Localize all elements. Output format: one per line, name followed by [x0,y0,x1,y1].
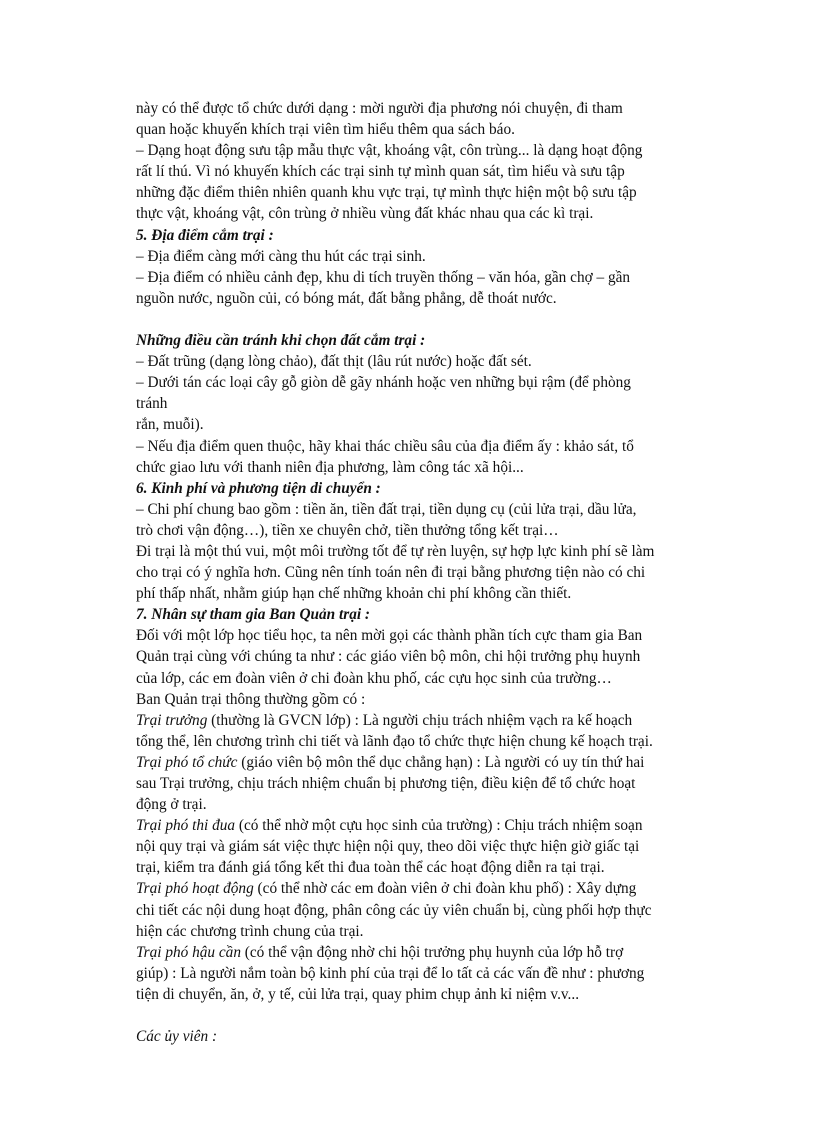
blank-line [136,309,696,330]
text-line: rắn, muỗi). [136,416,204,434]
blank-line [136,1005,696,1026]
role-entry-thi-dua [136,815,696,836]
text-line: sau Trại trưởng, chịu trách nhiệm chuẩn bị phương tiện, điều kiện để tổ chức hoạt [136,775,636,792]
role-title: Trại trưởng [136,711,208,729]
text-line: – Chi phí chung bao gồm : tiền ăn, tiền đất trại, tiền dụng cụ (củi lửa trại, dầu lửa, [136,500,637,518]
text-line: cho trại có ý nghĩa hơn. Cũng nên tính toán nên đi trại bằng phương tiện nào có chi [136,564,646,582]
role-title: Trại phó hoạt động [136,880,254,898]
text-line: những đặc điểm thiên nhiên quanh khu vực trại, tự mình thực hiện một bộ sưu tập [136,184,637,202]
role-entry-truong [136,710,696,731]
role-entry-hoat-dong [136,878,696,899]
role-description: (giáo viên bộ môn thể dục chẳng hạn) : Là người có uy tín thứ hai [237,753,645,771]
text-line: của lớp, các em đoàn viên ở chi đoàn khu phố, các cựu học sinh của trường… [136,669,612,687]
text-line: động ở trại. [136,796,207,814]
text-line: nội quy trại và giám sát việc thực hiện nội quy, theo dõi việc thực hiện giờ giấc tại [136,838,640,856]
text-line: – Dưới tán các loại cây gỗ giòn dễ gãy nhánh hoặc ven những bụi rậm (để phòng [136,374,631,392]
text-line: – Dạng hoạt động sưu tập mẫu thực vật, khoáng vật, côn trùng... là dạng hoạt động [136,142,643,160]
members-label: Các ủy viên : [136,1028,218,1046]
section-heading-avoid: Những điều cần tránh khi chọn đất cắm trại : [136,332,426,350]
text-line: chức giao lưu với thanh niên địa phương, làm công tác xã hội... [136,458,524,476]
text-line: giúp) : Là người nắm toàn bộ kinh phí của trại để lo tất cả các vấn đề như : phương [136,964,645,982]
text-line: Đối với một lớp học tiểu học, ta nên mời gọi các thành phần tích cực tham gia Ban [136,627,643,645]
role-description: (có thể nhờ các em đoàn viên ở chi đoàn khu phố) : Xây dựng [253,880,637,898]
text-line: phí thấp nhất, nhằm giúp hạn chế những khoản chi phí không cần thiết. [136,585,572,603]
role-entry-hau-can [136,942,696,963]
text-line: chi tiết các nội dung hoạt động, phân công các ủy viên chuẩn bị, cùng phối hợp thực [136,901,652,919]
text-line: rất lí thú. Vì nó khuyến khích các trại sinh tự mình quan sát, tìm hiểu và sưu tập [136,163,625,181]
text-line: Quản trại cùng với chúng ta như : các giáo viên bộ môn, chi hội trưởng phụ huynh [136,648,641,666]
text-line: – Nếu địa điểm quen thuộc, hãy khai thác chiều sâu của địa điểm ấy : khảo sát, tổ [136,437,634,455]
text-line: Đi trại là một thú vui, một môi trường tốt để tự rèn luyện, sự hợp lực kinh phí sẽ làm [136,542,655,560]
text-line: hiện các chương trình chung của trại. [136,922,364,940]
role-title: Trại phó hậu cần [136,943,241,961]
text-line: – Địa điểm có nhiều cảnh đẹp, khu di tích truyền thống – văn hóa, gần chợ – gần [136,268,631,286]
text-line: tiện di chuyển, ăn, ở, y tế, củi lửa trại, quay phim chụp ảnh kỉ niệm v.v... [136,985,580,1003]
role-title: Trại phó tổ chức [136,753,238,771]
text-line: nguồn nước, nguồn củi, có bóng mát, đất bằng phẳng, dễ thoát nước. [136,289,557,307]
role-title: Trại phó thi đua [136,817,236,835]
text-line: – Địa điểm càng mới càng thu hút các trại sinh. [136,247,426,265]
role-description: (có thể vận động nhờ chi hội trưởng phụ huynh của lớp hỗ trợ [240,943,624,961]
text-line: này có thể được tổ chức dưới dạng : mời người địa phương nói chuyện, đi tham [136,100,623,117]
document-page [136,98,696,1047]
text-line: quan hoặc khuyến khích trại viên tìm hiểu thêm qua sách báo. [136,121,515,139]
section-heading-5: 5. Địa điểm cắm trại : [136,226,274,244]
role-description: (có thể nhờ một cựu học sinh của trường) : Chịu trách nhiệm soạn [235,817,643,835]
text-line: thực vật, khoáng vật, côn trùng ở nhiều vùng đất khác nhau qua các kì trại. [136,205,594,223]
text-line: tránh [136,395,168,413]
text-line: – Đất trũng (dạng lòng chảo), đất thịt (lâu rút nước) hoặc đất sét. [136,353,532,371]
text-line: tổng thể, lên chương trình chi tiết và lãnh đạo tổ chức thực hiện chung kế hoạch trại. [136,732,653,750]
section-heading-7: 7. Nhân sự tham gia Ban Quản trại : [136,606,371,624]
text-line: trò chơi vận động…), tiền xe chuyên chở, tiền thưởng tổng kết trại… [136,521,559,539]
section-heading-6: 6. Kinh phí và phương tiện di chuyển : [136,479,381,497]
text-line: Ban Quản trại thông thường gồm có : [136,690,366,708]
role-description: (thường là GVCN lớp) : Là người chịu trách nhiệm vạch ra kế hoạch [207,711,633,729]
role-entry-to-chuc [136,752,696,773]
text-line: trại, kiểm tra đánh giá tổng kết thi đua toàn thể các hoạt động diễn ra tại trại. [136,859,605,877]
